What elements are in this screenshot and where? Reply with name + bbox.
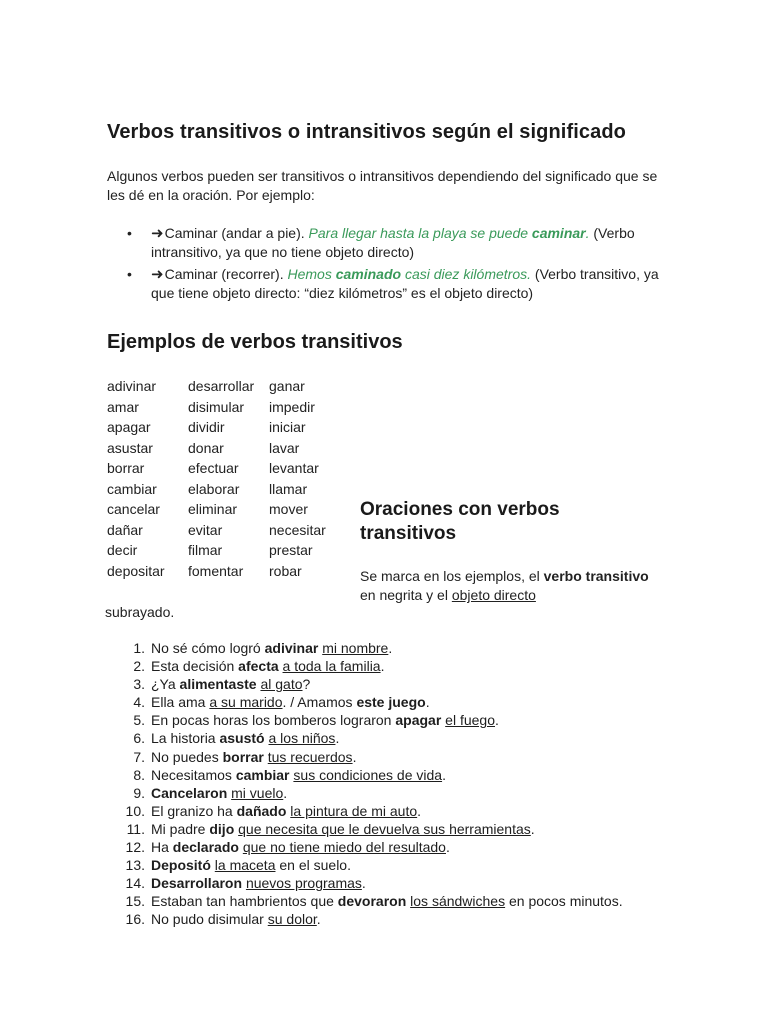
sentence-fragment: . <box>361 875 366 892</box>
sentences-legend <box>360 567 660 605</box>
arrow-icon: ➜ <box>151 266 164 283</box>
direct-object: su dolor <box>267 911 317 928</box>
sentence-fragment: El granizo ha <box>151 802 237 819</box>
sentence-fragment: No puedes <box>151 748 223 765</box>
example-item <box>107 265 677 303</box>
example-green-verb: caminar <box>531 225 586 241</box>
sentence-item <box>107 874 707 892</box>
sentence-text <box>151 711 499 729</box>
sentence-text <box>151 838 450 856</box>
sentence-fragment: Ha <box>151 839 173 856</box>
verb-column-1 <box>107 376 165 581</box>
sentence-item <box>107 910 707 928</box>
example-green-c: casi diez kilómetros. <box>401 266 532 282</box>
sentence-number: 1. <box>133 640 145 656</box>
sentence-fragment: en el suelo. <box>275 857 351 874</box>
sentence-number: 6. <box>133 730 145 747</box>
sentence-fragment: Esta decisión <box>151 658 239 675</box>
legend-continuation: subrayado. <box>105 604 175 620</box>
sentence-item <box>107 711 707 729</box>
bullet-icon: • <box>127 266 132 282</box>
sentence-fragment: . <box>380 658 385 675</box>
sentence-item <box>107 639 707 657</box>
sentence-text <box>151 892 623 910</box>
verb-item: filmar <box>188 542 223 558</box>
legend-underline: objeto directo <box>451 587 536 603</box>
verb-item: amar <box>107 398 139 415</box>
direct-object: que necesita que le devuelva sus herramientas <box>238 820 531 837</box>
direct-object: nuevos programas <box>245 875 362 892</box>
verb-item: impedir <box>269 398 315 415</box>
sentence-item <box>107 838 707 856</box>
transitive-verb: afecta <box>238 658 279 675</box>
direct-object: mi vuelo <box>231 784 284 801</box>
sentence-number: 14. <box>125 875 145 892</box>
bullet-icon: • <box>127 225 132 241</box>
direct-object: la pintura de mi auto <box>290 802 418 819</box>
sentence-fragment: . <box>495 712 499 729</box>
legend-text-1: Se marca en los ejemplos, el <box>360 568 544 584</box>
sentence-number: 7. <box>133 748 145 765</box>
verb-column-3 <box>269 376 326 581</box>
verb-item: prestar <box>269 542 313 558</box>
sentence-fragment: . / Amamos <box>282 694 357 711</box>
direct-object: sus condiciones de vida <box>293 766 443 783</box>
sentence-item <box>107 802 707 820</box>
verb-item: fomentar <box>188 562 244 579</box>
verb-item: dividir <box>188 419 225 435</box>
verb-item: cancelar <box>107 501 160 517</box>
sentence-item <box>107 657 707 675</box>
sentences-title: Oraciones con verbos transitivos <box>360 499 560 544</box>
sentence-fragment: Ella ama <box>151 694 210 711</box>
verb-item: cambiar <box>107 480 157 497</box>
example-head: Caminar (andar a pie). <box>164 225 309 241</box>
verb-item: robar <box>269 562 302 579</box>
sentence-fragment: En pocas horas los bomberos lograron <box>151 712 396 729</box>
sentence-text <box>151 856 351 874</box>
direct-object: a toda la familia <box>282 658 381 675</box>
direct-object: al gato <box>260 676 303 693</box>
transitive-verb: devoraron <box>337 893 407 910</box>
sentence-number: 13. <box>125 857 145 874</box>
sentence-text <box>151 657 384 675</box>
sentence-fragment: No sé cómo logró <box>151 640 265 656</box>
verb-item: asustar <box>107 439 153 456</box>
sentence-number: 16. <box>125 911 145 928</box>
direct-object: a su marido <box>209 694 283 711</box>
sentence-fragment: ¿Ya <box>151 676 180 693</box>
example-green-a: Hemos <box>287 266 336 282</box>
sentence-number: 12. <box>125 839 145 856</box>
sentence-fragment: La historia <box>151 730 220 747</box>
sentence-text <box>151 729 339 747</box>
sentence-number: 5. <box>133 712 145 729</box>
direct-object: la maceta <box>214 857 276 874</box>
example-green-c: . <box>585 225 590 241</box>
example-list <box>107 224 677 306</box>
verb-item: llamar <box>269 480 308 497</box>
transitive-verb: dañado <box>236 802 287 819</box>
verb-item: donar <box>188 439 224 456</box>
sentence-item <box>107 820 707 838</box>
verb-item: necesitar <box>269 521 326 538</box>
example-green-a: Para llegar hasta la playa se puede <box>308 225 532 241</box>
sentence-text <box>151 766 446 784</box>
verb-item: levantar <box>269 460 319 476</box>
sentence-text <box>151 675 310 693</box>
transitive-verb: Cancelaron <box>151 784 228 801</box>
sentence-fragment: . <box>388 640 393 656</box>
direct-object: los sándwiches <box>410 893 506 910</box>
sentence-fragment: . <box>417 802 422 819</box>
verb-item: eliminar <box>188 501 238 517</box>
direct-object: el fuego <box>445 712 495 729</box>
verb-item: elaborar <box>188 480 240 497</box>
verb-item: ganar <box>269 378 305 394</box>
sentence-fragment: No pudo disimular <box>151 911 268 928</box>
sentence-fragment: . <box>352 748 357 765</box>
verb-item: desarrollar <box>188 378 255 394</box>
intro-paragraph: Algunos verbos pueden ser transitivos o intransitivos dependiendo del significado que se les dé en la oración. Por ejemplo: <box>107 168 658 203</box>
sentence-number: 10. <box>125 802 145 819</box>
sentence-text <box>151 820 535 838</box>
sentence-fragment: . <box>445 839 450 856</box>
transitive-verb: cambiar <box>235 766 290 783</box>
direct-object: tus recuerdos <box>267 748 353 765</box>
sentence-fragment: . <box>530 820 535 837</box>
sentence-list <box>107 639 707 929</box>
verb-item: borrar <box>107 460 145 476</box>
arrow-icon: ➜ <box>151 225 164 242</box>
verb-item: apagar <box>107 419 151 435</box>
legend-text-2: en negrita y el <box>360 587 452 603</box>
example-tail: (Verbo transitivo, ya que tiene objeto directo: “diez kilómetros” es el objeto directo) <box>151 266 659 301</box>
example-tail: (Verbo intransitivo, ya que no tiene objeto directo) <box>151 225 635 260</box>
sentence-item <box>107 856 707 874</box>
sentence-number: 15. <box>125 893 145 910</box>
section-title: Ejemplos de verbos transitivos <box>107 331 403 353</box>
verb-item: mover <box>269 501 308 517</box>
sentence-fragment: Estaban tan hambrientos que <box>151 893 338 910</box>
verb-item: depositar <box>107 562 165 579</box>
direct-object: mi nombre <box>322 640 389 656</box>
legend-bold: verbo transitivo <box>543 568 649 584</box>
sentence-item <box>107 693 707 711</box>
verb-item: dañar <box>107 521 143 538</box>
direct-object: que no tiene miedo del resultado <box>242 839 446 856</box>
sentence-number: 3. <box>133 676 145 693</box>
sentence-fragment: en pocos minutos. <box>505 893 623 910</box>
example-head: Caminar (recorrer). <box>164 266 288 282</box>
direct-object: a los niños <box>268 730 336 747</box>
page-title: Verbos transitivos o intransitivos según el significado <box>107 121 626 143</box>
sentence-text <box>151 910 321 928</box>
sentence-item <box>107 675 707 693</box>
sentence-number: 8. <box>133 766 145 783</box>
verb-column-2 <box>188 376 254 581</box>
example-green-text <box>309 225 590 241</box>
transitive-verb: Depositó <box>151 857 211 874</box>
transitive-verb: dijo <box>209 820 235 837</box>
transitive-verb: apagar <box>395 712 442 729</box>
verb-item: lavar <box>269 439 300 456</box>
sentence-text <box>151 874 366 892</box>
sentence-item <box>107 766 707 784</box>
sentence-number: 4. <box>133 694 145 711</box>
sentence-fragment: . <box>442 766 446 783</box>
sentence-text <box>151 784 287 802</box>
example-green-text <box>287 266 531 282</box>
sentence-fragment: . <box>425 694 430 711</box>
sentence-fragment: ? <box>302 676 311 693</box>
transitive-verb: Desarrollaron <box>151 875 243 892</box>
transitive-verb: alimentaste <box>179 676 257 693</box>
example-item <box>107 224 677 262</box>
sentence-number: 9. <box>133 784 145 801</box>
transitive-verb: asustó <box>219 730 265 747</box>
transitive-verb: este juego <box>356 694 426 711</box>
verb-item: disimular <box>188 398 245 415</box>
example-green-verb: caminado <box>335 266 402 282</box>
sentence-item <box>107 784 707 802</box>
verb-item: adivinar <box>107 378 157 394</box>
verb-item: evitar <box>188 521 223 538</box>
sentence-fragment: . <box>316 911 321 928</box>
sentence-number: 11. <box>126 820 145 837</box>
sentence-item <box>107 729 707 747</box>
sentence-text <box>151 693 430 711</box>
verb-item: efectuar <box>188 460 239 476</box>
sentence-fragment: . <box>283 784 288 801</box>
sentence-fragment: . <box>335 730 340 747</box>
transitive-verb: declarado <box>172 839 239 856</box>
verb-item: decir <box>107 542 138 558</box>
sentence-fragment: Mi padre <box>151 820 210 837</box>
transitive-verb: adivinar <box>264 640 319 656</box>
sentence-fragment: Necesitamos <box>151 766 236 783</box>
sentence-item <box>107 748 707 766</box>
sentence-item <box>107 892 707 910</box>
sentence-text <box>151 802 421 820</box>
transitive-verb: borrar <box>222 748 264 765</box>
sentence-text <box>151 748 356 766</box>
sentence-number: 2. <box>133 658 145 675</box>
sentence-text <box>151 639 392 657</box>
verb-item: iniciar <box>269 419 306 435</box>
